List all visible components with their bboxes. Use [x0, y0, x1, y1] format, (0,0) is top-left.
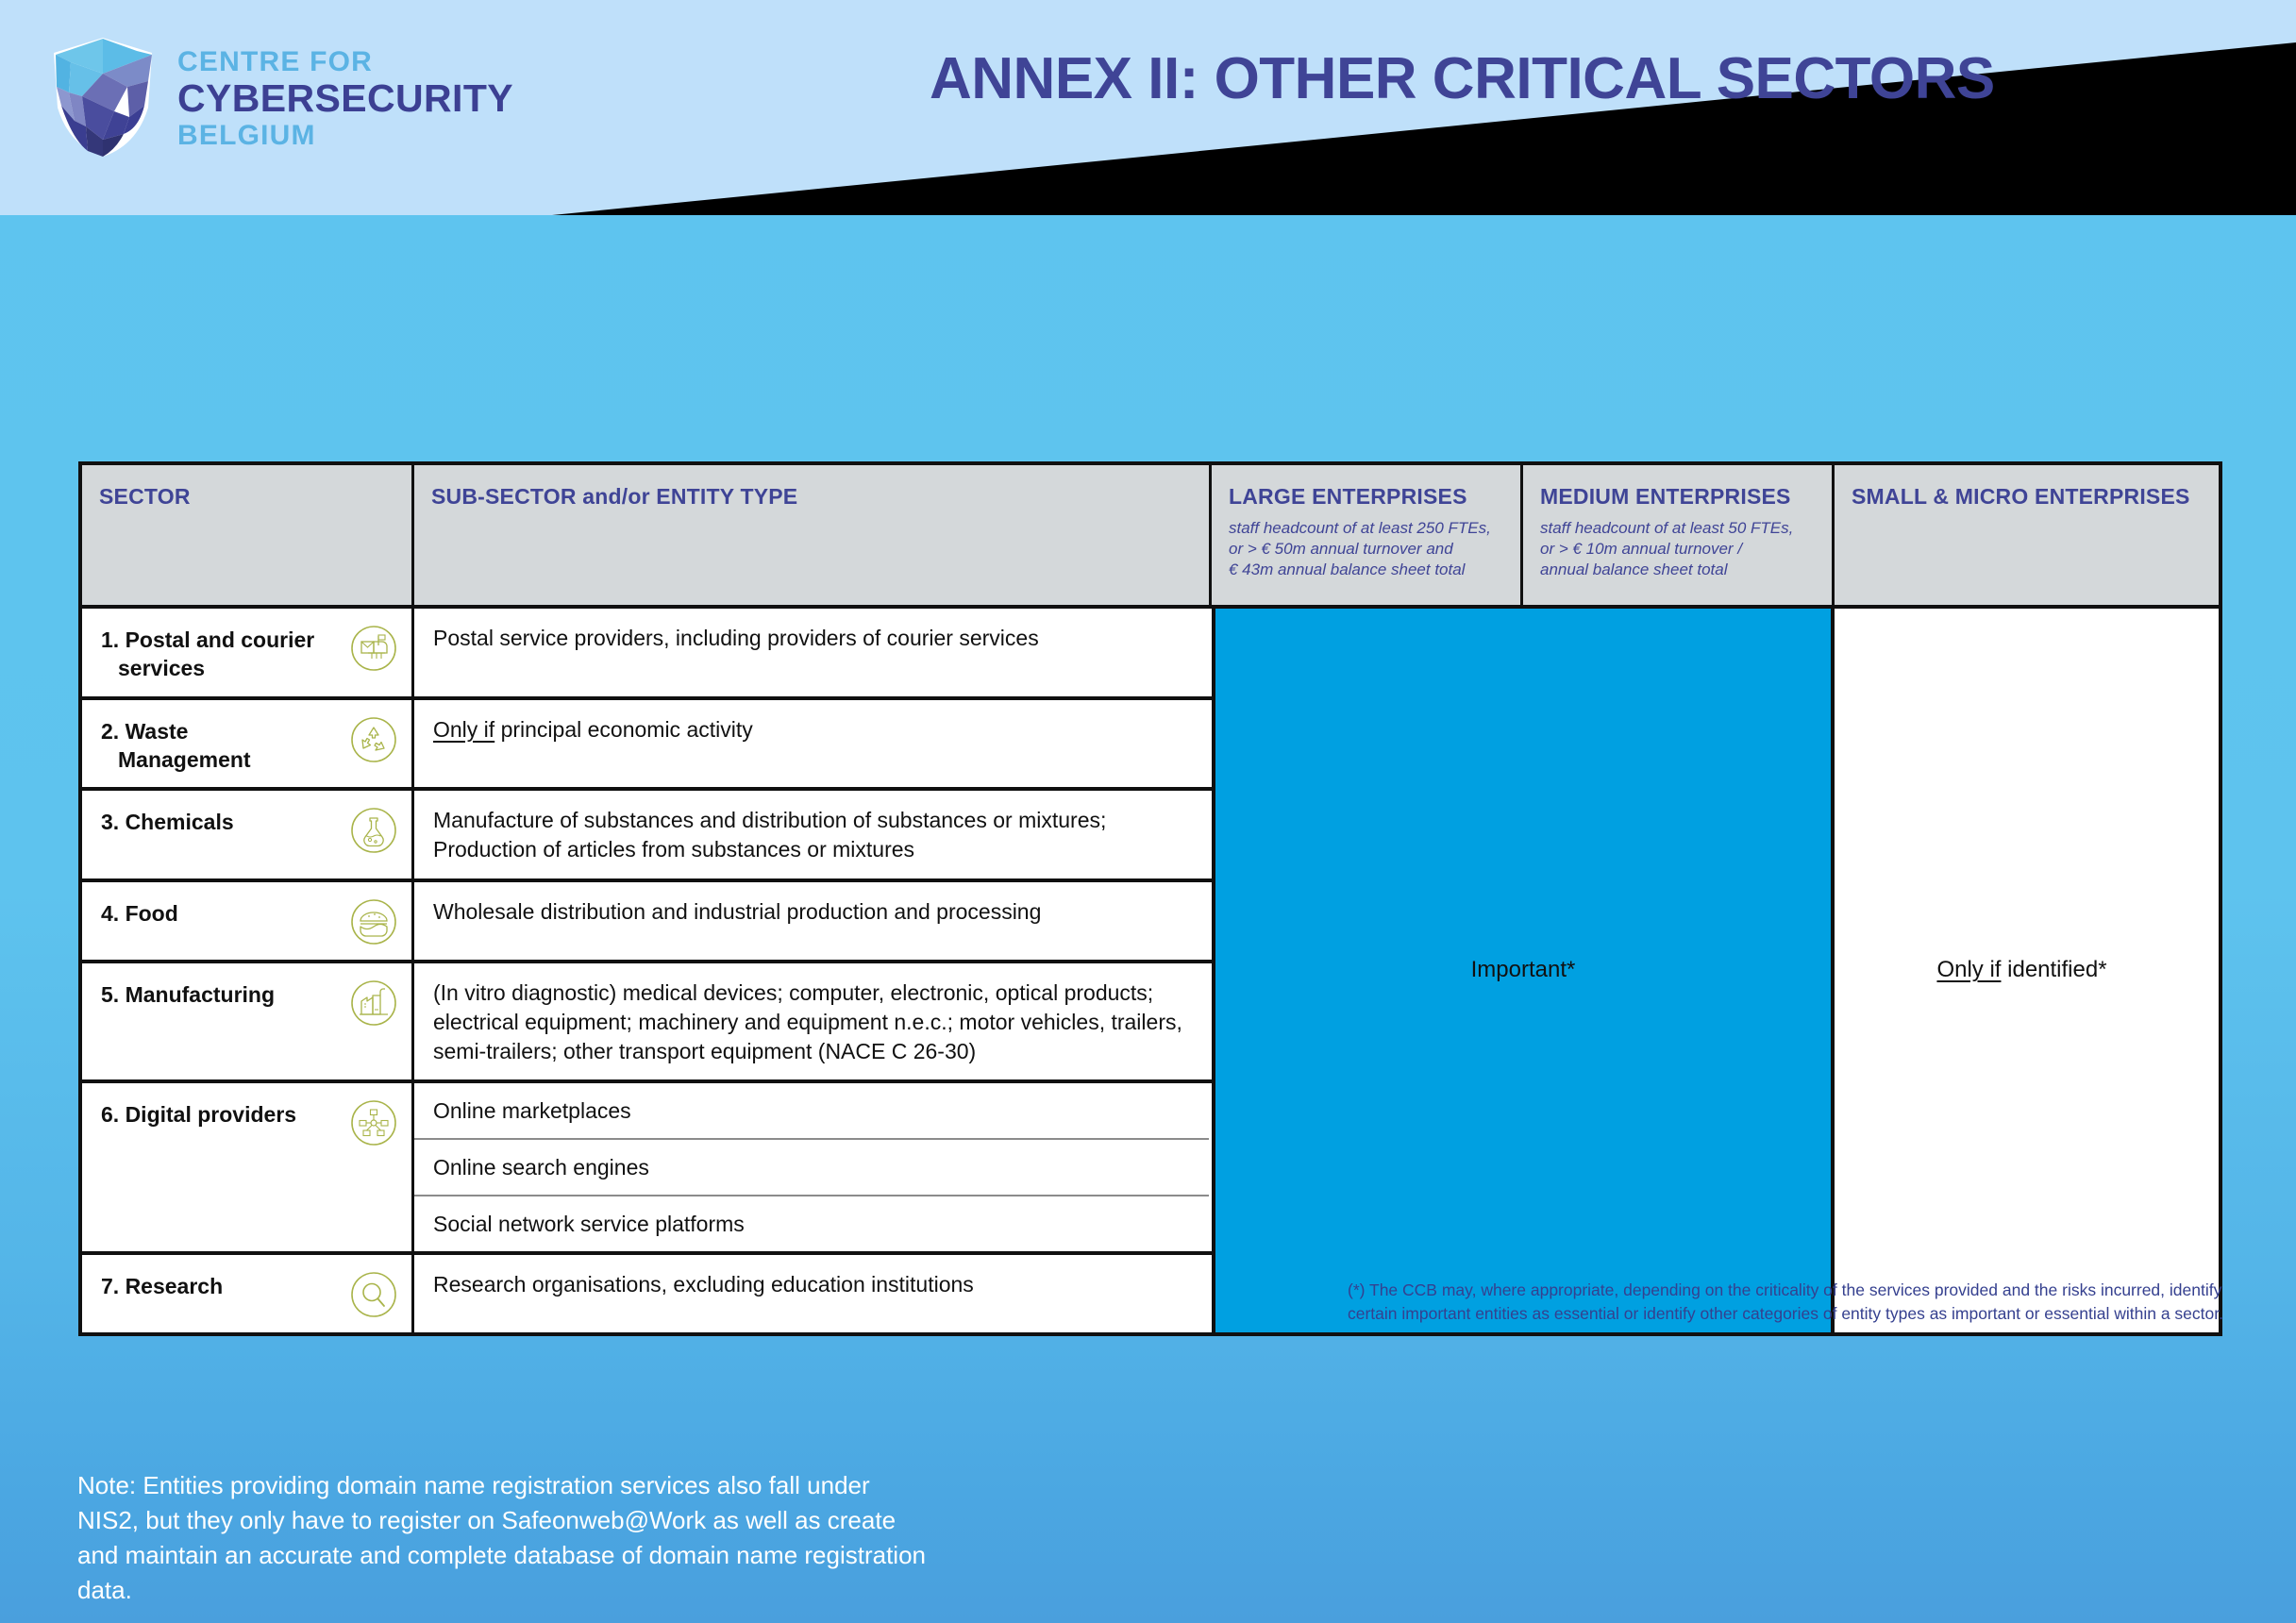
logo-line-3: BELGIUM: [177, 120, 316, 151]
important-label: Important*: [1470, 957, 1576, 983]
column-header-small-micro-enterprises: [1835, 465, 2213, 605]
sector-label: 4. Food: [101, 900, 178, 926]
mailbox-icon: [349, 624, 398, 673]
subsector-cell: Online marketplaces: [414, 1083, 1209, 1140]
table-row: [82, 1255, 1212, 1332]
sector-label: 7. Research: [101, 1273, 224, 1298]
column-header-sector: [82, 465, 414, 605]
factory-icon: [349, 979, 398, 1028]
subsector-cell: (In vitro diagnostic) medical devices; computer, electronic, optical products; electrical equipment; machinery and equipment n.e.c.; motor vehicles, trailers, semi-trailers; other transport equipment (NACE C 26-30): [433, 979, 1182, 1063]
sector-label: 1. Postal and courier services: [101, 627, 315, 681]
magnifying-glass-icon: [349, 1270, 398, 1319]
table-row: [82, 791, 1212, 881]
column-header-small-title: SMALL & MICRO ENTERPRISES: [1852, 484, 2190, 509]
subsector-cell: [414, 700, 1209, 788]
ccb-logo: [45, 34, 513, 159]
table-row: [82, 609, 1212, 700]
column-header-large-title: LARGE ENTERPRISES: [1229, 484, 1467, 509]
table-row: [82, 882, 1212, 963]
column-header-large-enterprises: [1212, 465, 1523, 605]
only-if-underline: Only if: [1936, 957, 2002, 983]
sector-cell-postal: [82, 609, 414, 696]
table-header-row: [82, 465, 2219, 609]
shield-mosaic-logo-icon: [45, 34, 160, 159]
column-header-medium-enterprises: [1523, 465, 1835, 605]
sector-label: 3. Chemicals: [101, 810, 234, 835]
burger-icon: [349, 897, 398, 946]
sector-cell-food: [82, 882, 414, 960]
page-header: [0, 0, 2296, 215]
subsector-cell: Wholesale distribution and industrial production and processing: [433, 898, 1042, 924]
critical-sectors-table: [78, 461, 2222, 1336]
subsector-text: principal economic activity: [494, 716, 753, 742]
sector-label: 6. Digital providers: [101, 1101, 297, 1127]
enterprise-classification-cells: [1212, 609, 2213, 1332]
sector-rows-container: [82, 609, 1212, 1332]
sector-cell-digital-providers: [82, 1083, 414, 1251]
subsector-cell: Manufacture of substances and distribution of substances or mixtures; Production of articles from substances or mixtures: [433, 808, 1107, 862]
subsector-cell: Postal service providers, including providers of courier services: [433, 626, 1039, 650]
table-row: [82, 963, 1212, 1083]
bottom-note-text: Note: Entities providing domain name registration services also fall under NIS2, but they only have to register on Safeonweb@Work as well as create and maintain an accurate and complete database of domain name registration data.: [77, 1471, 927, 1604]
recycling-icon: [349, 715, 398, 764]
table-row: [82, 700, 1212, 792]
subsector-cell: Online search engines: [414, 1140, 1209, 1196]
logo-line-1: CENTRE FOR: [177, 46, 373, 77]
only-if-identified-label: Only if identified*: [1936, 957, 2107, 983]
page-title: ANNEX II: OTHER CRITICAL SECTORS: [930, 46, 1995, 111]
only-if-identified-cell: [1835, 609, 2209, 1332]
footnote-text: (*) The CCB may, where appropriate, depending on the criticality of the services provided and the risks incurred, identify certain important entities as essential or identify other categories of entity types as important or essential within a sector.: [1348, 1280, 2223, 1323]
sector-cell-manufacturing: [82, 963, 414, 1079]
subsector-cell: Research organisations, excluding education institutions: [433, 1271, 974, 1297]
sector-label: 5. Manufacturing: [101, 981, 276, 1007]
network-nodes-icon: [349, 1098, 398, 1147]
sector-label: 2. Waste Management: [101, 718, 251, 773]
sector-cell-chemicals: [82, 791, 414, 878]
table-body: [82, 609, 2219, 1332]
column-header-medium-subtitle: staff headcount of at least 50 FTEs, or > € 10m annual turnover / annual balance sheet total: [1540, 519, 1794, 578]
subsector-cell-stack: [414, 1083, 1209, 1251]
subsector-cell: Social network service platforms: [433, 1211, 745, 1236]
only-if-underline: Only if: [433, 716, 495, 742]
sector-cell-waste: [82, 700, 414, 788]
column-header-subsector: [414, 465, 1212, 605]
table-row: [82, 1083, 1212, 1255]
logo-line-2: CYBERSECURITY: [177, 76, 514, 120]
important-cell: [1212, 609, 1835, 1332]
column-header-medium-title: MEDIUM ENTERPRISES: [1540, 484, 1791, 509]
column-header-subsector-title: SUB-SECTOR and/or ENTITY TYPE: [431, 484, 798, 509]
column-header-large-subtitle: staff headcount of at least 250 FTEs, or > € 50m annual turnover and € 43m annual balance sheet total: [1229, 519, 1491, 578]
flask-icon: [349, 806, 398, 855]
column-header-sector-title: SECTOR: [99, 484, 191, 509]
sector-cell-research: [82, 1255, 414, 1332]
